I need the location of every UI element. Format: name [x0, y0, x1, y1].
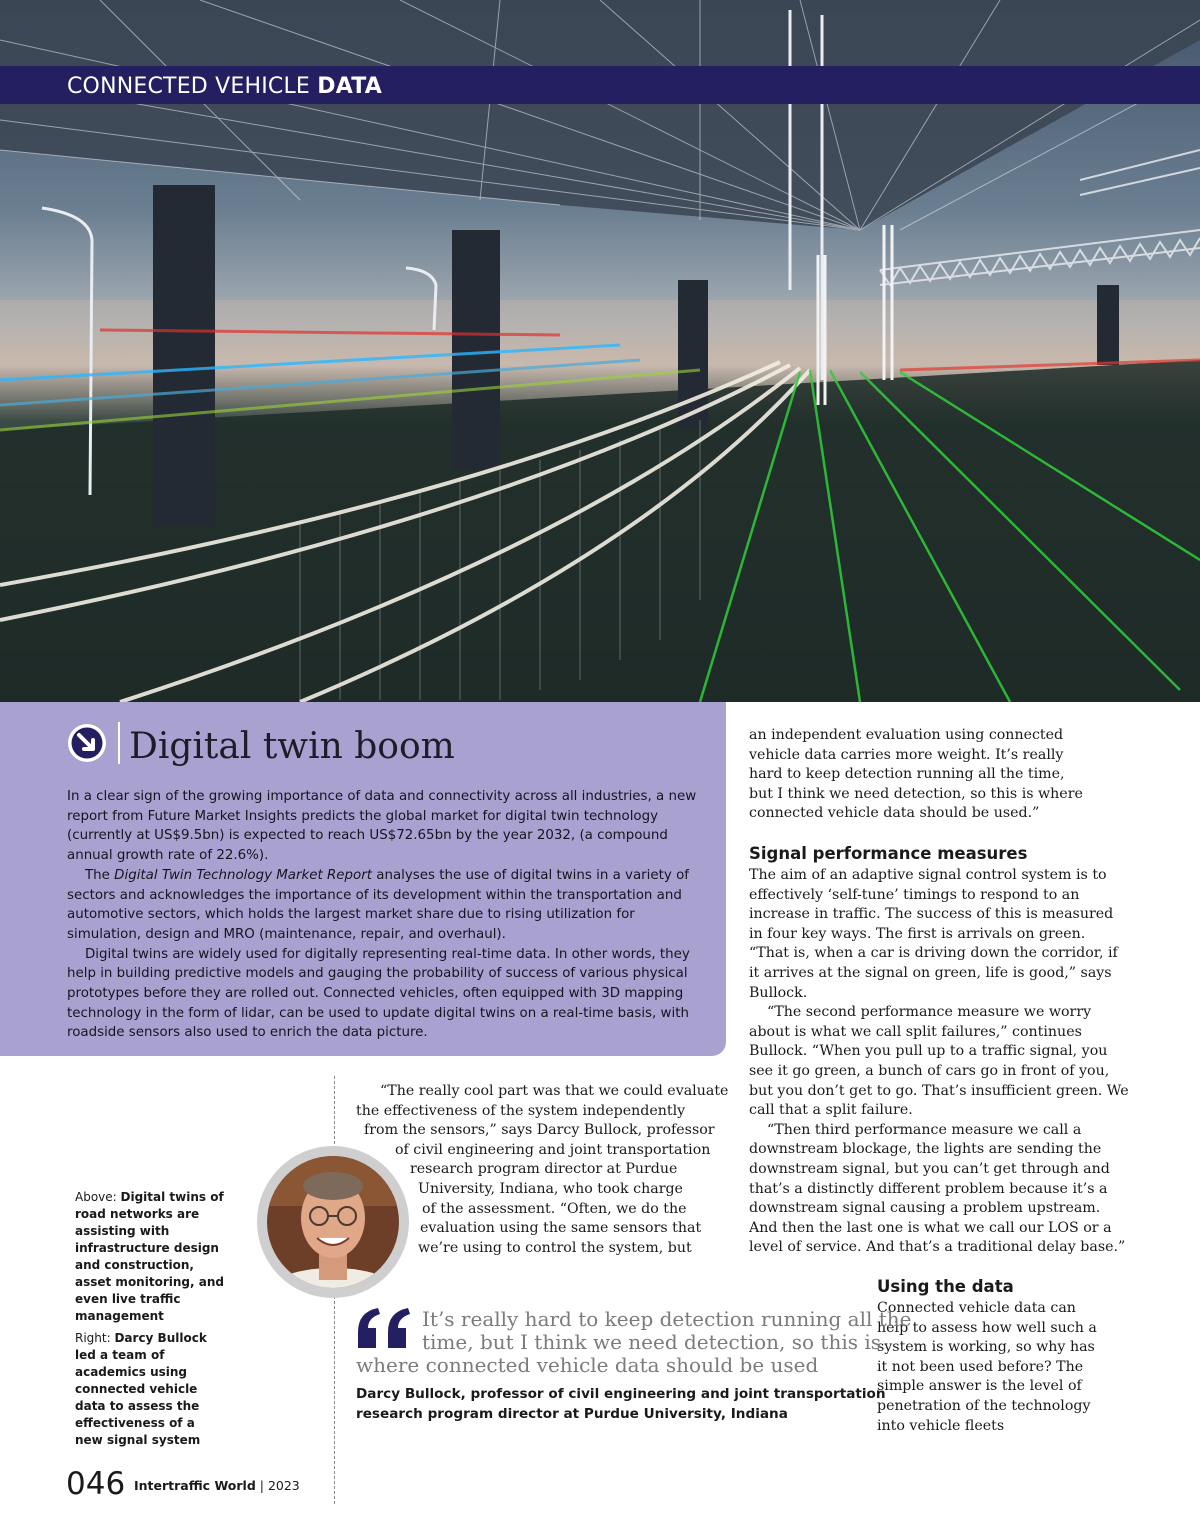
body-line: an independent evaluation using connected: [749, 727, 1064, 743]
sidebar-title-divider: [118, 722, 120, 764]
caption-right: [75, 1330, 225, 1449]
hero-image-digital-twin-road: [0, 0, 1200, 702]
section-header: [67, 74, 382, 99]
section-header-light: CONNECTED VEHICLE: [67, 74, 311, 99]
body-line: but I think we need detection, so this is where: [749, 785, 1083, 802]
caption-text-above: Digital twins of road networks are assisting with infrastructure design and construction, asset monitoring, and even live traffic management: [75, 1190, 224, 1323]
attribution-line: research program director at Purdue University, Indiana: [356, 1406, 788, 1422]
body-column-middle: [356, 1082, 728, 1258]
publication-year: 2023: [267, 1478, 300, 1493]
hero-wireframe-illustration: [0, 0, 1200, 702]
pull-quote: [356, 1307, 912, 1377]
caption-above: [75, 1189, 225, 1325]
publication-name: Intertraffic World: [134, 1478, 256, 1493]
body-line: of civil engineering and joint transportation: [395, 1141, 711, 1158]
footer-separator: |: [255, 1478, 268, 1493]
sidebar-body: [67, 787, 707, 1043]
body-paragraph: “Then third performance measure we call a downstream blockage, the lights are sending the downstream signal, but you can’t get through and that’s a distinctly different problem because it’s a downstream signal causing a problem upstream. And then the last one is what we call our LOS or a level of service. And that’s a traditional delay base.”: [749, 1121, 1126, 1256]
sidebar-paragraph-1: In a clear sign of the growing importance of data and connectivity across all industries, a new report from Future Market Insights predicts the global market for digital twin technology (currently at US$9.5bn) is expected to reach US$72.65bn by the year 2032, (a compound annual growth rate of 22.6%).: [67, 789, 697, 864]
page-number: 046: [66, 1466, 126, 1502]
publication-footer: [134, 1478, 300, 1493]
caption-label-right: Right:: [75, 1331, 115, 1345]
body-column-signal: [749, 866, 1129, 1258]
sidebar-paragraph-2: [67, 866, 707, 945]
attribution-line: Darcy Bullock, professor of civil engineering and joint transportation: [356, 1386, 886, 1402]
body-line: vehicle data carries more weight. It’s really: [749, 746, 1064, 763]
body-line: we’re using to control the system, but: [418, 1239, 692, 1256]
body-line: the effectiveness of the system independently: [356, 1102, 686, 1119]
caption-label-above: Above:: [75, 1190, 121, 1204]
subhead-using-the-data: Using the data: [877, 1277, 1014, 1296]
section-header-bold: DATA: [317, 74, 382, 99]
pull-quote-line: It’s really hard to keep detection running all the: [422, 1307, 912, 1331]
body-paragraph: The aim of an adaptive signal control system is to effectively ‘self-tune’ timings to respond to an increase in traffic. The success of this is measured in four key ways. The first is arrivals on green. “That is, when a car is driving down the corridor, if it arrives at the signal on green, life is good,” says Bullock.: [749, 867, 1118, 1001]
body-line: evaluation using the same sensors that: [420, 1220, 702, 1237]
pull-quote-line: time, but I think we need detection, so this is: [422, 1330, 882, 1354]
sidebar-p2-post: analyses the use of digital twins in a variety of sectors and acknowledges the importance of its development within the transportation and automotive sectors, which holds the largest market share due to rising utilization for simulation, design and MRO (maintenance, repair, and overhaul).: [67, 867, 689, 942]
portrait-photo-darcy-bullock: [257, 1146, 409, 1298]
body-paragraph: Connected vehicle data can help to assess how well such a system is working, so why has it not been used before? The simple answer is the level of penetration of the technology into vehicle fleets: [877, 1300, 1097, 1434]
body-line: from the sensors,” says Darcy Bullock, professor: [364, 1122, 715, 1139]
image-captions: [75, 1189, 225, 1449]
body-paragraph: “The second performance measure we worry about is what we call split failures,” continues Bullock. “When you pull up to a traffic signal, you see it go green, a bunch of cars go in front of you, but you don’t get to go. That’s insufficient green. We call that a split failure.: [749, 1004, 1129, 1119]
body-line: research program director at Purdue: [410, 1161, 678, 1178]
sidebar-p2-pre: The: [85, 867, 115, 883]
report-title: Digital Twin Technology Market Report: [114, 867, 372, 883]
body-line: of the assessment. “Often, we do the: [422, 1200, 687, 1217]
pull-quote-attribution: [356, 1384, 886, 1424]
sidebar-paragraph-3: Digital twins are widely used for digitally representing real-time data. In other words, they help in building predictive models and gauging the probability of success of various physical prototypes before they are rolled out. Connected vehicles, often equipped with 3D mapping technology in the form of lidar, can be used to update digital twins on a real-time basis, with roadside sensors also used to enrich the data picture.: [67, 946, 690, 1041]
pull-quote-line: where connected vehicle data should be used: [356, 1353, 819, 1377]
subhead-signal-performance: Signal performance measures: [749, 844, 1028, 863]
body-line: hard to keep detection running all the time,: [749, 766, 1065, 783]
body-line: “The really cool part was that we could evaluate: [380, 1083, 729, 1099]
arrow-down-right-circle-icon: [67, 723, 107, 763]
body-column-right-top: [749, 726, 1124, 824]
sidebar-title: Digital twin boom: [129, 726, 455, 767]
body-line: University, Indiana, who took charge: [418, 1180, 683, 1197]
caption-text-right: Darcy Bullock led a team of academics using connected vehicle data to assess the effectiveness of a new signal system: [75, 1331, 207, 1447]
body-line: connected vehicle data should be used.”: [749, 805, 1040, 822]
